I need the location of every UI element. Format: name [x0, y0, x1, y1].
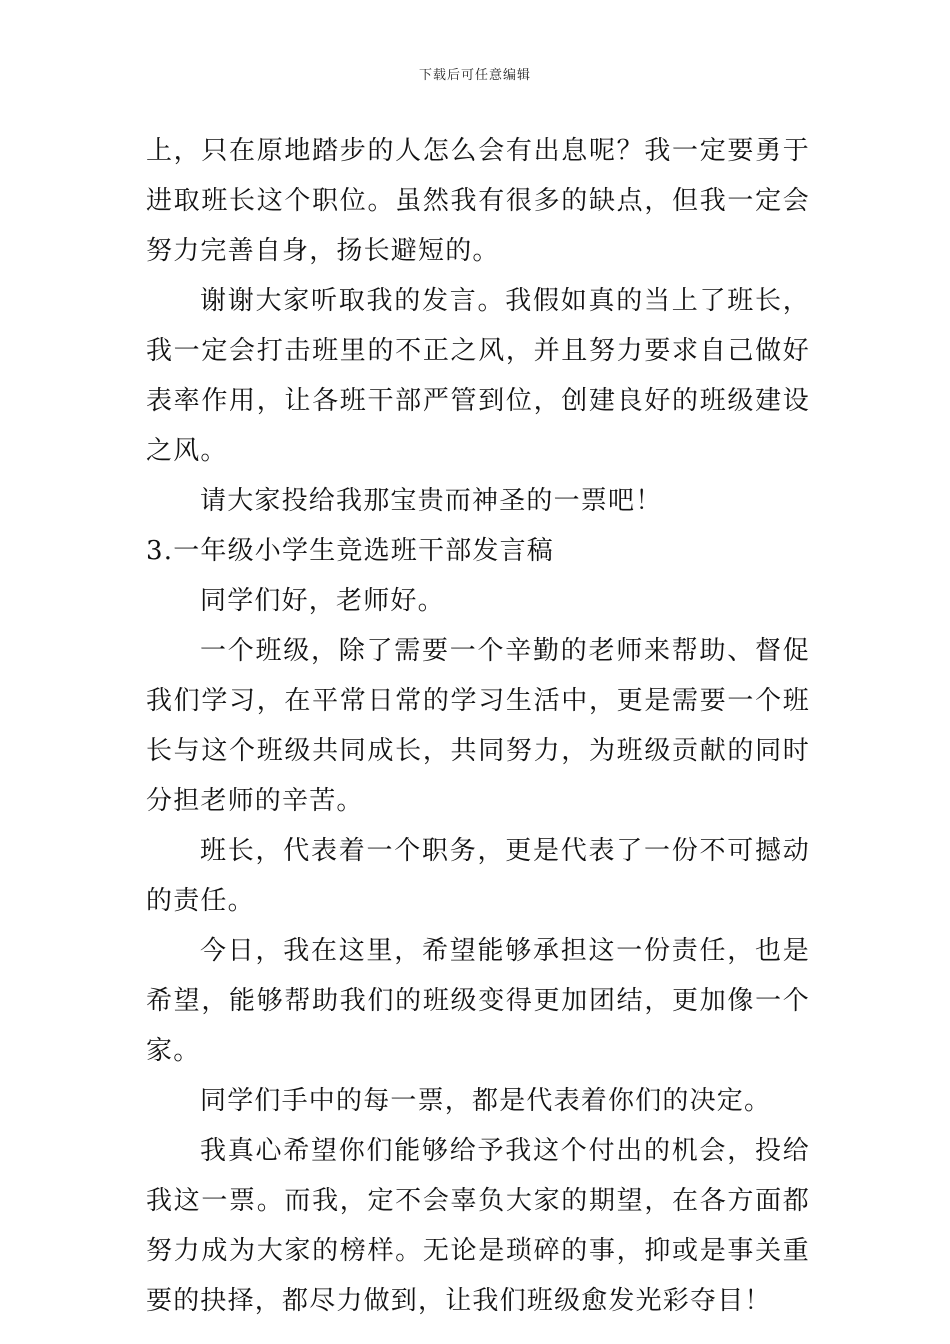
section-heading: 3.一年级小学生竞选班干部发言稿 [146, 536, 555, 566]
paragraph-responsibility: 班长，代表着一个职务，更是代表了一份不可撼动的责任。 [146, 836, 810, 916]
paragraph-greeting: 同学们好，老师好。 [200, 586, 445, 616]
paragraph-continuation: 上，只在原地踏步的人怎么会有出息呢？我一定要勇于进取班长这个职位。虽然我有很多的缺点，但我一定会努力完善自身，扬长避短的。 [146, 136, 810, 266]
paragraph-each-vote: 同学们手中的每一票，都是代表着你们的决定。 [200, 1086, 772, 1116]
paragraph-class-need: 一个班级，除了需要一个辛勤的老师来帮助、督促我们学习，在平常日常的学习生活中，更是需要一个班长与这个班级共同成长，共同努力，为班级贡献的同时分担老师的辛苦。 [146, 636, 810, 816]
document-body [146, 126, 810, 1326]
paragraph-closing: 我真心希望你们能够给予我这个付出的机会，投给我这一票。而我，定不会辜负大家的期望，在各方面都努力成为大家的榜样。无论是琐碎的事，抑或是事关重要的抉择，都尽力做到，让我们班级愈发光彩夺目！ [146, 1136, 810, 1316]
paragraph-thanks: 谢谢大家听取我的发言。我假如真的当上了班长，我一定会打击班里的不正之风，并且努力要求自己做好表率作用，让各班干部严管到位，创建良好的班级建设之风。 [146, 286, 810, 466]
page-header: 下载后可任意编辑 [418, 68, 531, 83]
paragraph-hope: 今日，我在这里，希望能够承担这一份责任，也是希望，能够帮助我们的班级变得更加团结，更加像一个家。 [146, 936, 810, 1066]
paragraph-vote-request: 请大家投给我那宝贵而神圣的一票吧！ [200, 486, 663, 516]
